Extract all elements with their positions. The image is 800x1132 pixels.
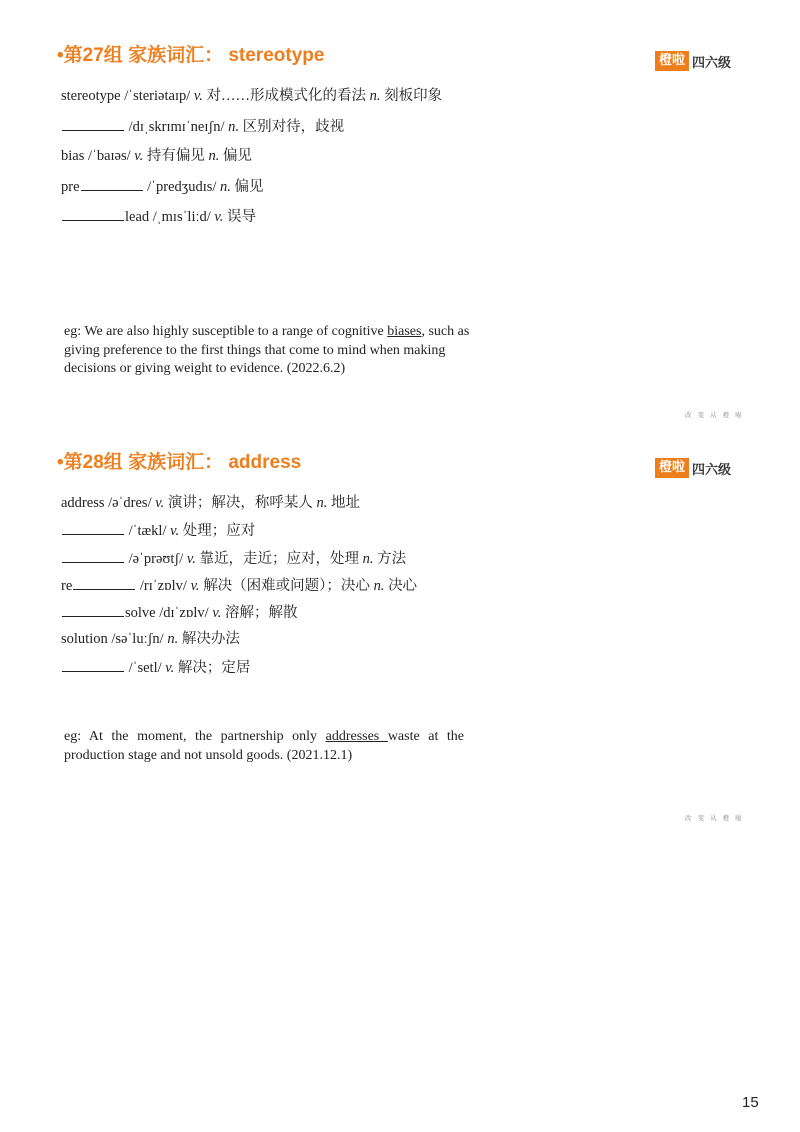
part-of-speech: n.: [316, 495, 328, 511]
footer-motto: 改 变 从 橙 啦: [685, 411, 744, 419]
part-of-speech: n.: [220, 179, 231, 195]
vocab-entry: [61, 206, 442, 236]
part-of-speech: n.: [373, 577, 385, 594]
vocab-list: [61, 493, 417, 684]
phonetic: /ˈsetl/: [128, 659, 162, 676]
phonetic: /ˈbaɪəs/: [87, 148, 131, 164]
definition: 误导: [227, 209, 257, 225]
definition: 解决办法: [181, 631, 240, 648]
phonetic: /əˈprəʊtʃ/: [128, 550, 184, 567]
fill-in-blank: [62, 548, 124, 563]
phonetic: /dɪˈzɒlv/: [159, 605, 209, 622]
part-of-speech: v.: [190, 577, 200, 594]
part-of-speech: n.: [208, 148, 220, 164]
part-of-speech: v.: [193, 88, 203, 104]
example-sentence: [64, 323, 484, 379]
word-prefix: solution: [61, 631, 108, 648]
phonetic: /dɪˌskrɪmɪˈneɪʃn/: [128, 119, 225, 135]
example-text-before: eg: We are also highly susceptible to a range of cognitive: [64, 324, 388, 339]
definition: 溶解；解散: [224, 605, 298, 622]
part-of-speech: v.: [155, 495, 165, 511]
brand-box: 橙啦: [655, 51, 689, 71]
example-sentence: [64, 728, 464, 765]
phonetic: /ˈpredʒudɪs/: [147, 179, 217, 195]
definition: 方法: [377, 550, 407, 567]
fill-in-blank: [62, 657, 124, 672]
vocab-entry: [61, 493, 417, 520]
word-prefix: address: [61, 495, 105, 511]
definition: 解决（困难或问题）；决心: [203, 577, 370, 594]
phonetic: /əˈdres/: [108, 495, 152, 511]
word-prefix: re: [61, 577, 73, 594]
phonetic: /səˈluːʃn/: [111, 631, 164, 648]
fill-in-blank: [62, 116, 124, 131]
example-text-after: waste at the production stage and not unsold goods. (2021.12.1): [64, 729, 464, 763]
phonetic: /rɪˈzɒlv/: [139, 577, 187, 594]
vocab-entry: [61, 657, 417, 684]
vocab-entry: [61, 602, 417, 629]
word-suffix: solve: [125, 605, 156, 622]
vocab-entry: [61, 176, 442, 206]
definition: 决心: [388, 577, 418, 594]
word-prefix: bias: [61, 148, 85, 164]
section-title: •第27组 家族词汇： stereotype: [57, 45, 325, 66]
definition: 解决；定居: [177, 659, 251, 676]
part-of-speech: v.: [165, 659, 175, 676]
part-of-speech: v.: [186, 550, 196, 567]
part-of-speech: v.: [212, 605, 222, 622]
brand-text: 四六级: [692, 462, 732, 478]
brand-text: 四六级: [692, 55, 732, 71]
fill-in-blank: [62, 206, 124, 221]
part-of-speech: n.: [228, 119, 239, 135]
definition: 对……形成模式化的看法: [206, 88, 366, 104]
word-prefix: stereotype: [61, 88, 121, 104]
section-title: •第28组 家族词汇： address: [57, 452, 302, 473]
part-of-speech: n.: [167, 631, 179, 648]
brand-logo: [655, 458, 731, 478]
vocab-entry: [61, 520, 417, 547]
definition: 区别对待，歧视: [242, 119, 345, 135]
fill-in-blank: [62, 602, 124, 617]
word-suffix: lead: [125, 209, 150, 225]
fill-in-blank: [62, 520, 124, 535]
example-text-after: , such as giving preference to the first things that come to mind when making decisions or giving weight to evidence. (2022.6.2): [64, 324, 470, 376]
phonetic: /ˈsteriətaɪp/: [124, 88, 191, 104]
definition: 靠近，走近；应对，处理: [199, 550, 360, 567]
definition: 持有偏见: [146, 148, 205, 164]
fill-in-blank: [81, 176, 143, 191]
part-of-speech: n.: [362, 550, 374, 567]
vocab-entry: [61, 116, 442, 146]
vocab-list: [61, 86, 442, 236]
footer-motto: 改 变 从 橙 啦: [685, 814, 744, 822]
definition: 演讲；解决，称呼某人: [167, 495, 313, 511]
fill-in-blank: [73, 575, 135, 590]
definition: 地址: [330, 495, 360, 511]
example-text-before: eg: At the moment, the partnership only: [64, 729, 326, 744]
vocab-entry: [61, 86, 442, 116]
brand-logo: [655, 51, 731, 71]
word-prefix: pre: [61, 179, 80, 195]
definition: 处理；应对: [182, 523, 256, 540]
definition: 偏见: [223, 148, 253, 164]
vocab-entry: [61, 629, 417, 656]
part-of-speech: n.: [369, 88, 381, 104]
vocab-entry: [61, 548, 417, 575]
part-of-speech: v.: [214, 209, 224, 225]
page-number: 15: [742, 1094, 759, 1111]
vocab-entry: [61, 146, 442, 176]
definition: 偏见: [234, 179, 264, 195]
example-keyword: addresses: [325, 729, 388, 744]
phonetic: /ˈtækl/: [128, 523, 167, 540]
part-of-speech: v.: [134, 148, 144, 164]
example-keyword: biases: [387, 324, 422, 339]
phonetic: /ˌmɪsˈliːd/: [152, 209, 211, 225]
definition: 刻板印象: [384, 88, 443, 104]
vocab-entry: [61, 575, 417, 602]
part-of-speech: v.: [170, 523, 180, 540]
brand-box: 橙啦: [655, 458, 689, 478]
